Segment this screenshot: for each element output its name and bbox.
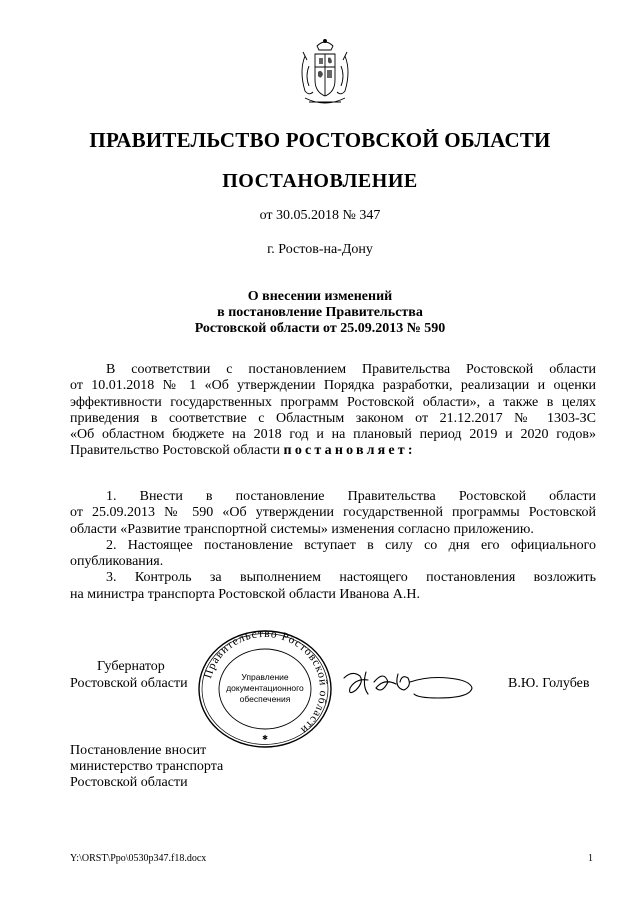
- subject-line-1: О внесении изменений: [247, 289, 393, 304]
- svg-text:Правительство Ростовской облас: Правительство Ростовской области: [202, 628, 330, 737]
- page-number: 1: [588, 853, 593, 864]
- decree-word: постановляет:: [283, 443, 416, 459]
- item-2-line: опубликования.: [70, 554, 164, 570]
- item-3-line: 3. Контроль за выполнением настоящего постановления возложить: [106, 570, 596, 586]
- item-3-line: на министра транспорта Ростовской области Иванова А.Н.: [70, 586, 420, 602]
- coat-of-arms-icon: [295, 36, 355, 114]
- submitter-note-line: Ростовской области: [70, 775, 188, 790]
- preamble-paragraph: [70, 362, 596, 460]
- svg-text:документационного: документационного: [226, 683, 304, 693]
- svg-text:обеспечения: обеспечения: [239, 694, 291, 704]
- handwritten-signature-icon: [338, 660, 488, 708]
- submitter-note-line: Постановление вносит: [70, 743, 207, 758]
- submitter-note: [70, 743, 223, 791]
- svg-text:✱: ✱: [262, 734, 268, 742]
- document-date-number: от 30.05.2018 № 347: [259, 208, 381, 223]
- subject-line-3: Ростовской области от 25.09.2013 № 590: [194, 321, 446, 336]
- preamble-line: эффективности государственных программ Ростовской области», а также в целях: [70, 394, 596, 410]
- signatory-title-line-2: Ростовской области: [70, 676, 188, 691]
- preamble-line: от 10.01.2018 № 1 «Об утверждении Порядка разработки, реализации и оценки: [70, 378, 596, 394]
- preamble-line: приведения в соответствие с Областным законом от 21.12.2017 № 1303-ЗС: [70, 410, 596, 426]
- government-title: ПРАВИТЕЛЬСТВО РОСТОВСКОЙ ОБЛАСТИ: [89, 128, 551, 152]
- preamble-line: «Об областном бюджете на 2018 год и на плановый период 2019 и 2020 годов»: [70, 427, 596, 443]
- preamble-subject: Правительство Ростовской области: [70, 443, 281, 459]
- signatory-name: В.Ю. Голубев: [508, 676, 590, 691]
- item-2-line: 2. Настоящее постановление вступает в силу со дня его официального: [106, 537, 596, 553]
- item-1-line: области «Развитие транспортной системы» изменения согласно приложению.: [70, 521, 534, 537]
- item-1-line: 1. Внести в постановление Правительства Ростовской области: [106, 489, 596, 504]
- svg-text:Управление: Управление: [241, 672, 289, 682]
- preamble-line: [70, 443, 596, 459]
- subject-line-2: в постановление Правительства: [217, 305, 423, 320]
- signatory-title-line-1: Губернатор: [97, 659, 165, 674]
- item-1-line: от 25.09.2013 № 590 «Об утверждении государственной программы Ростовской: [70, 505, 596, 521]
- official-stamp-icon: [196, 628, 334, 750]
- document-type: ПОСТАНОВЛЕНИЕ: [222, 170, 418, 192]
- footer-file-path: Y:\ORST\Ppo\0530p347.f18.docx: [70, 853, 207, 864]
- document-city: г. Ростов-на-Дону: [267, 242, 373, 257]
- preamble-line: В соответствии с постановлением Правительства Ростовской области: [106, 362, 596, 377]
- decree-items: [70, 489, 596, 603]
- submitter-note-line: министерство транспорта: [70, 759, 224, 774]
